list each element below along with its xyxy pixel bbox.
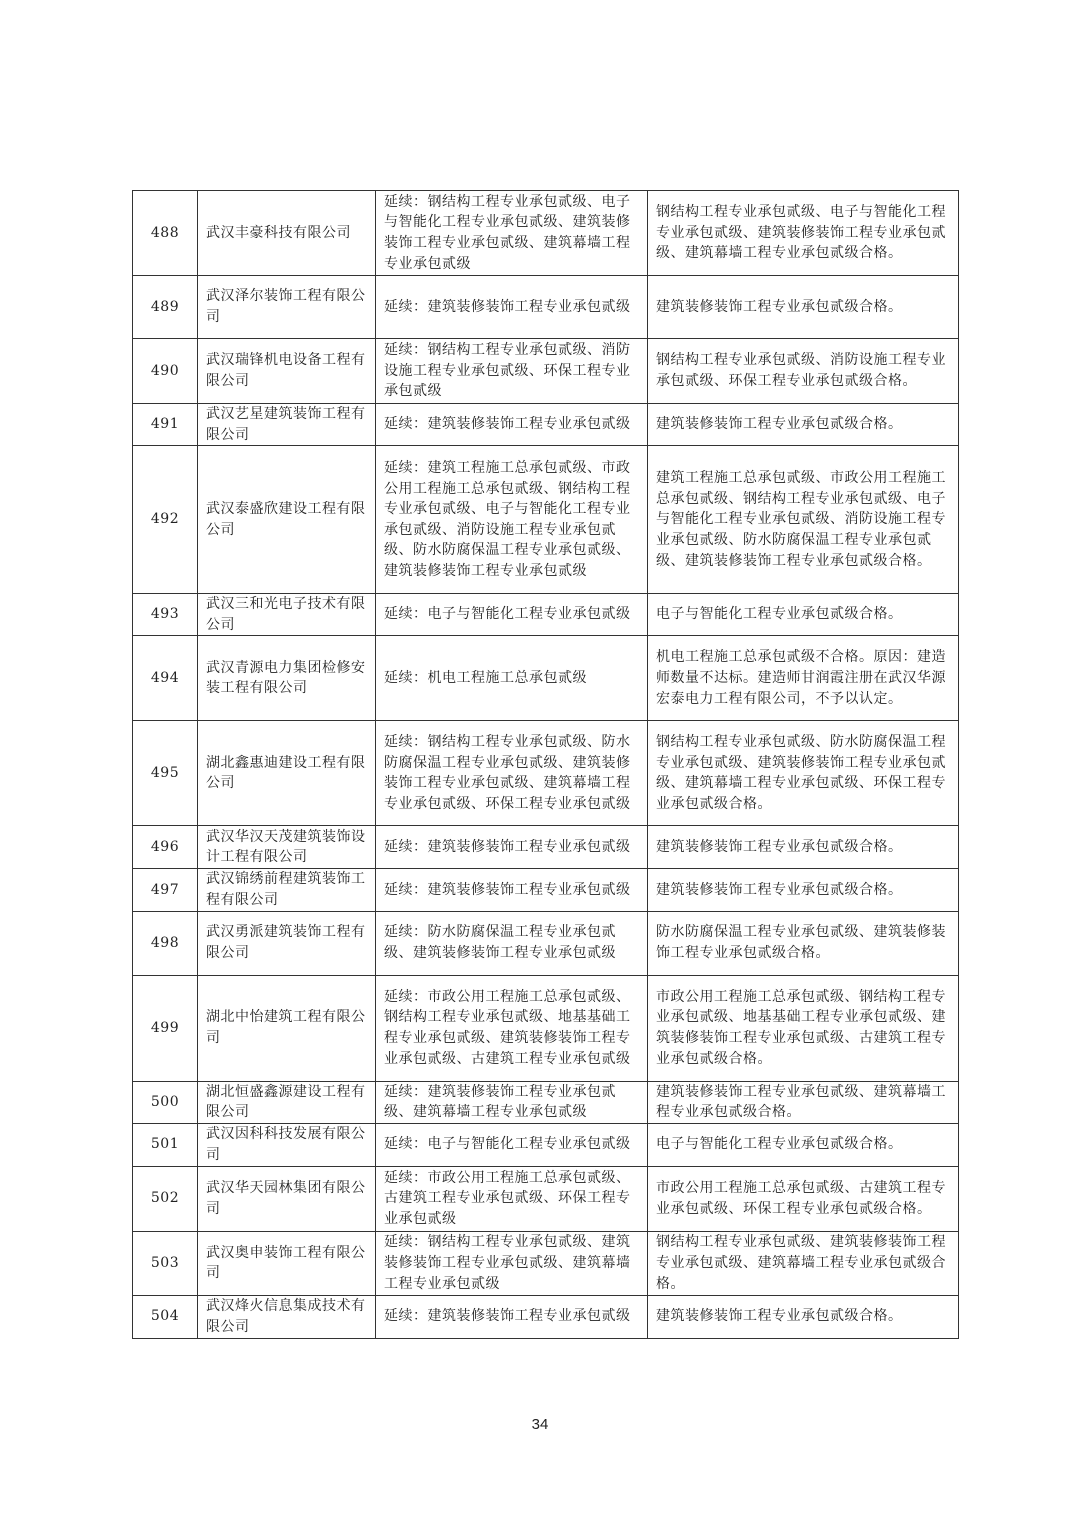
row-number: 490 (133, 339, 198, 404)
review-result: 电子与智能化工程专业承包贰级合格。 (648, 1123, 959, 1166)
company-name: 武汉泰盛欣建设工程有限公司 (198, 446, 376, 594)
application-content: 延续：防水防腐保温工程专业承包贰级、建筑装修装饰工程专业承包贰级 (376, 911, 648, 975)
row-number: 491 (133, 404, 198, 446)
row-number: 496 (133, 826, 198, 869)
table-row (133, 1123, 959, 1166)
company-name: 武汉泽尔装饰工程有限公司 (198, 276, 376, 339)
row-number: 492 (133, 446, 198, 594)
application-content: 延续：电子与智能化工程专业承包贰级 (376, 1123, 648, 1166)
qualification-results-table (132, 190, 959, 1339)
review-result: 钢结构工程专业承包贰级、电子与智能化工程专业承包贰级、建筑装修装饰工程专业承包贰级、建筑幕墙工程专业承包贰级合格。 (648, 191, 959, 276)
row-number: 497 (133, 869, 198, 911)
table-row (133, 721, 959, 826)
company-name: 武汉三和光电子技术有限公司 (198, 594, 376, 636)
row-number: 501 (133, 1123, 198, 1166)
review-result: 防水防腐保温工程专业承包贰级、建筑装修装饰工程专业承包贰级合格。 (648, 911, 959, 975)
table-row (133, 1081, 959, 1123)
review-result: 建筑装修装饰工程专业承包贰级合格。 (648, 404, 959, 446)
company-name: 湖北鑫惠迪建设工程有限公司 (198, 721, 376, 826)
application-content: 延续：钢结构工程专业承包贰级、消防设施工程专业承包贰级、环保工程专业承包贰级 (376, 339, 648, 404)
row-number: 502 (133, 1166, 198, 1231)
table-row (133, 826, 959, 869)
company-name: 武汉青源电力集团检修安装工程有限公司 (198, 636, 376, 721)
review-result: 钢结构工程专业承包贰级、建筑装修装饰工程专业承包贰级、建筑幕墙工程专业承包贰级合格。 (648, 1231, 959, 1295)
company-name: 武汉华汉天茂建筑装饰设计工程有限公司 (198, 826, 376, 869)
row-number: 493 (133, 594, 198, 636)
company-name: 武汉勇派建筑装饰工程有限公司 (198, 911, 376, 975)
company-name: 武汉瑞锋机电设备工程有限公司 (198, 339, 376, 404)
table-row (133, 339, 959, 404)
row-number: 488 (133, 191, 198, 276)
application-content: 延续：电子与智能化工程专业承包贰级 (376, 594, 648, 636)
application-content: 延续：建筑工程施工总承包贰级、市政公用工程施工总承包贰级、钢结构工程专业承包贰级、电子与智能化工程专业承包贰级、消防设施工程专业承包贰级、防水防腐保温工程专业承包贰级、建筑装修装饰工程专业承包贰级 (376, 446, 648, 594)
company-name: 武汉艺星建筑装饰工程有限公司 (198, 404, 376, 446)
table-row (133, 446, 959, 594)
company-name: 武汉华天园林集团有限公司 (198, 1166, 376, 1231)
company-name: 武汉烽火信息集成技术有限公司 (198, 1295, 376, 1338)
application-content: 延续：机电工程施工总承包贰级 (376, 636, 648, 721)
review-result: 市政公用工程施工总承包贰级、钢结构工程专业承包贰级、地基基础工程专业承包贰级、建筑装修装饰工程专业承包贰级、古建筑工程专业承包贰级合格。 (648, 975, 959, 1081)
application-content: 延续：建筑装修装饰工程专业承包贰级 (376, 869, 648, 911)
row-number: 500 (133, 1081, 198, 1123)
table-row (133, 869, 959, 911)
row-number: 504 (133, 1295, 198, 1338)
review-result: 市政公用工程施工总承包贰级、古建筑工程专业承包贰级、环保工程专业承包贰级合格。 (648, 1166, 959, 1231)
application-content: 延续：市政公用工程施工总承包贰级、钢结构工程专业承包贰级、地基基础工程专业承包贰级、建筑装修装饰工程专业承包贰级、古建筑工程专业承包贰级 (376, 975, 648, 1081)
review-result: 建筑装修装饰工程专业承包贰级合格。 (648, 276, 959, 339)
row-number: 495 (133, 721, 198, 826)
table-row (133, 191, 959, 276)
review-result: 建筑装修装饰工程专业承包贰级、建筑幕墙工程专业承包贰级合格。 (648, 1081, 959, 1123)
review-result: 电子与智能化工程专业承包贰级合格。 (648, 594, 959, 636)
application-content: 延续：建筑装修装饰工程专业承包贰级 (376, 404, 648, 446)
row-number: 489 (133, 276, 198, 339)
table-row (133, 276, 959, 339)
row-number: 494 (133, 636, 198, 721)
row-number: 498 (133, 911, 198, 975)
company-name: 武汉丰豪科技有限公司 (198, 191, 376, 276)
table-row (133, 1295, 959, 1338)
review-result: 建筑装修装饰工程专业承包贰级合格。 (648, 826, 959, 869)
table-row (133, 911, 959, 975)
row-number: 503 (133, 1231, 198, 1295)
table-row (133, 404, 959, 446)
application-content: 延续：建筑装修装饰工程专业承包贰级 (376, 1295, 648, 1338)
company-name: 湖北恒盛鑫源建设工程有限公司 (198, 1081, 376, 1123)
application-content: 延续：市政公用工程施工总承包贰级、古建筑工程专业承包贰级、环保工程专业承包贰级 (376, 1166, 648, 1231)
application-content: 延续：建筑装修装饰工程专业承包贰级 (376, 276, 648, 339)
company-name: 武汉因科科技发展有限公司 (198, 1123, 376, 1166)
application-content: 延续：建筑装修装饰工程专业承包贰级 (376, 826, 648, 869)
review-result: 建筑工程施工总承包贰级、市政公用工程施工总承包贰级、钢结构工程专业承包贰级、电子与智能化工程专业承包贰级、消防设施工程专业承包贰级、防水防腐保温工程专业承包贰级、建筑装修装饰工程专业承包贰级合格。 (648, 446, 959, 594)
application-content: 延续：建筑装修装饰工程专业承包贰级、建筑幕墙工程专业承包贰级 (376, 1081, 648, 1123)
table-row (133, 594, 959, 636)
application-content: 延续：钢结构工程专业承包贰级、建筑装修装饰工程专业承包贰级、建筑幕墙工程专业承包贰级 (376, 1231, 648, 1295)
review-result: 机电工程施工总承包贰级不合格。原因：建造师数量不达标。建造师甘润霞注册在武汉华源宏泰电力工程有限公司，不予以认定。 (648, 636, 959, 721)
row-number: 499 (133, 975, 198, 1081)
company-name: 湖北中怡建筑工程有限公司 (198, 975, 376, 1081)
review-result: 钢结构工程专业承包贰级、防水防腐保温工程专业承包贰级、建筑装修装饰工程专业承包贰级、建筑幕墙工程专业承包贰级、环保工程专业承包贰级合格。 (648, 721, 959, 826)
table-row (133, 1166, 959, 1231)
table-row (133, 975, 959, 1081)
company-name: 武汉奥申装饰工程有限公司 (198, 1231, 376, 1295)
application-content: 延续：钢结构工程专业承包贰级、电子与智能化工程专业承包贰级、建筑装修装饰工程专业承包贰级、建筑幕墙工程专业承包贰级 (376, 191, 648, 276)
page-number: 34 (531, 1416, 549, 1433)
table-row (133, 636, 959, 721)
company-name: 武汉锦绣前程建筑装饰工程有限公司 (198, 869, 376, 911)
review-result: 建筑装修装饰工程专业承包贰级合格。 (648, 1295, 959, 1338)
table-row (133, 1231, 959, 1295)
review-result: 建筑装修装饰工程专业承包贰级合格。 (648, 869, 959, 911)
review-result: 钢结构工程专业承包贰级、消防设施工程专业承包贰级、环保工程专业承包贰级合格。 (648, 339, 959, 404)
application-content: 延续：钢结构工程专业承包贰级、防水防腐保温工程专业承包贰级、建筑装修装饰工程专业承包贰级、建筑幕墙工程专业承包贰级、环保工程专业承包贰级 (376, 721, 648, 826)
